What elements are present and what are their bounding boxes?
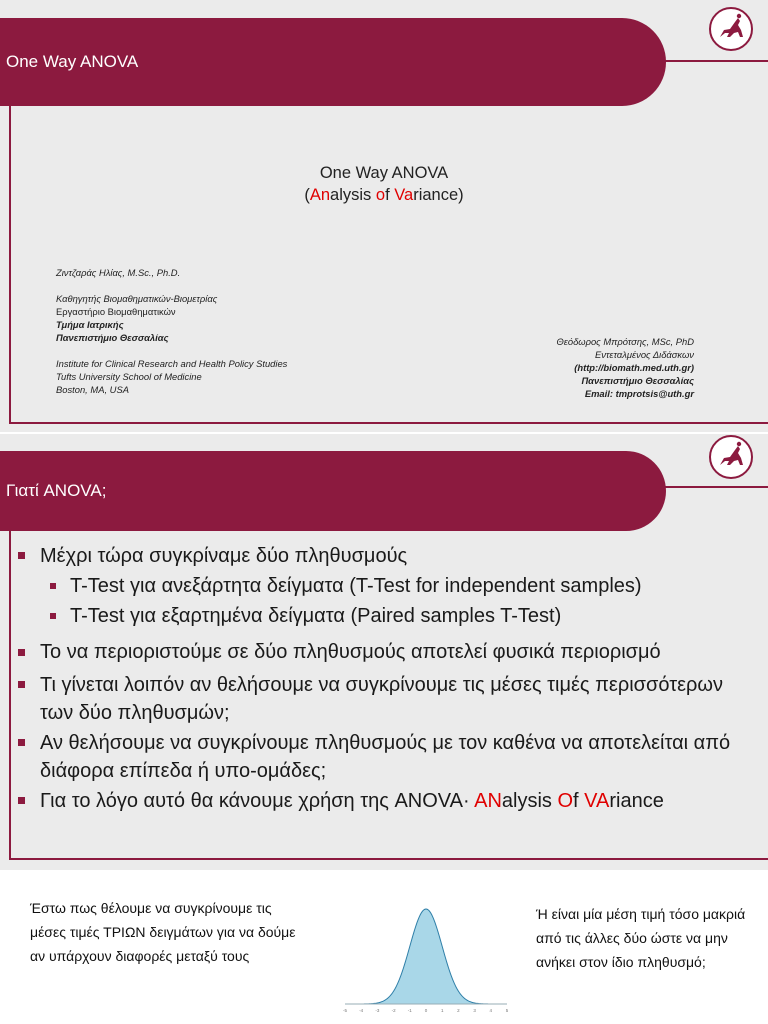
title-slide xyxy=(0,0,768,432)
list-item: T-Test για εξαρτημένα δείγματα (Paired samples T-Test) xyxy=(18,602,758,630)
university-logo-icon xyxy=(708,6,754,52)
author-school: Tufts University School of Medicine xyxy=(56,371,202,382)
why-anova-slide xyxy=(0,434,768,870)
university-logo-icon xyxy=(708,434,754,480)
author-role: Καθηγητής Βιομαθηματικών-Βιομετρίας xyxy=(56,293,218,304)
list-item: Για το λόγο αυτό θα κάνουμε χρήση της ANOVA· ANalysis Of VAriance xyxy=(18,787,758,815)
bullet-square-icon xyxy=(18,649,25,656)
x-tick-label: 3 xyxy=(473,1008,476,1013)
bottom-left-text: Έστω πως θέλουμε να συγκρίνουμε τις μέσες τιμές ΤΡΙΩΝ δειγμάτων για να δούμε αν υπάρχουν διαφορές μεταξύ τους xyxy=(30,900,296,964)
right-author-block xyxy=(556,335,694,400)
list-item: Το να περιοριστούμε σε δύο πληθυσμούς αποτελεί φυσικά περιορισμό xyxy=(18,636,758,669)
list-item: Μέχρι τώρα συγκρίναμε δύο πληθυσμούς xyxy=(18,542,758,570)
author2-univ: Πανεπιστήμιο Θεσσαλίας xyxy=(581,375,694,386)
slide-banner xyxy=(0,18,666,106)
list-item: Τι γίνεται λοιπόν αν θελήσουμε να συγκρίνουμε τις μέσες τιμές περισσότερων των δύο πληθυσμών; xyxy=(18,671,758,727)
bullet-square-icon xyxy=(18,797,25,804)
author2-url[interactable]: (http://biomath.med.uth.gr) xyxy=(574,362,694,373)
author-univ: Πανεπιστήμιο Θεσσαλίας xyxy=(56,332,169,343)
x-tick-label: 1 xyxy=(440,1008,444,1013)
author-location: Boston, MA, USA xyxy=(56,384,129,395)
bullet-list xyxy=(18,542,758,817)
title-line-2: (Analysis of Variance) xyxy=(304,186,464,204)
bullet-square-icon xyxy=(18,739,25,746)
x-tick-label: -3 xyxy=(375,1008,380,1013)
presentation-title xyxy=(0,162,768,206)
x-tick-label: -5 xyxy=(342,1008,348,1013)
author-institute: Institute for Clinical Research and Health Policy Studies xyxy=(56,358,288,369)
author2-email[interactable]: Email: tmprotsis@uth.gr xyxy=(584,388,694,399)
banner-title: One Way ANOVA xyxy=(6,52,139,71)
x-tick-label: 0 xyxy=(424,1008,428,1013)
bullet-square-icon xyxy=(18,552,25,559)
slide-banner xyxy=(0,451,666,531)
list-item: T-Test για ανεξάρτητα δείγματα (T-Test for independent samples) xyxy=(18,572,758,600)
x-tick-label: 4 xyxy=(489,1008,493,1013)
list-item: Αν θελήσουμε να συγκρίνουμε πληθυσμούς με τον καθένα να αποτελείται από διάφορα επίπεδα ή υπο-ομάδες; xyxy=(18,729,758,785)
x-tick-label: -2 xyxy=(391,1008,396,1013)
author2-role: Εντεταλμένος Διδάσκων xyxy=(594,349,694,360)
bullet-square-icon xyxy=(50,613,56,619)
x-tick-label: 2 xyxy=(457,1008,460,1013)
normal-distribution-chart xyxy=(323,894,521,1018)
author2-name: Θεόδωρος Μπρότσης, MSc, PhD xyxy=(556,336,694,347)
author-dept: Τμήμα Ιατρικής xyxy=(56,319,124,330)
title-line-1: One Way ANOVA xyxy=(319,164,449,182)
left-author-block xyxy=(56,266,287,396)
banner-title: Γιατί ANOVA; xyxy=(6,481,107,500)
distribution-area xyxy=(345,909,507,1004)
author-lab: Εργαστήριο Βιομαθηματικών xyxy=(56,306,176,317)
bullet-square-icon xyxy=(18,681,25,688)
x-tick-label: -4 xyxy=(359,1008,364,1013)
x-tick-label: 5 xyxy=(505,1008,509,1013)
bottom-right-text: Ή είναι μία μέση τιμή τόσο μακριά από τις άλλες δύο ώστε να μην ανήκει στον ίδιο πληθυσμό; xyxy=(536,906,746,970)
x-axis-ticks xyxy=(343,1008,509,1013)
x-tick-label: -1 xyxy=(407,1008,412,1013)
bullet-square-icon xyxy=(50,583,56,589)
author-name: Ζιντζαράς Ηλίας, M.Sc., Ph.D. xyxy=(56,267,181,278)
